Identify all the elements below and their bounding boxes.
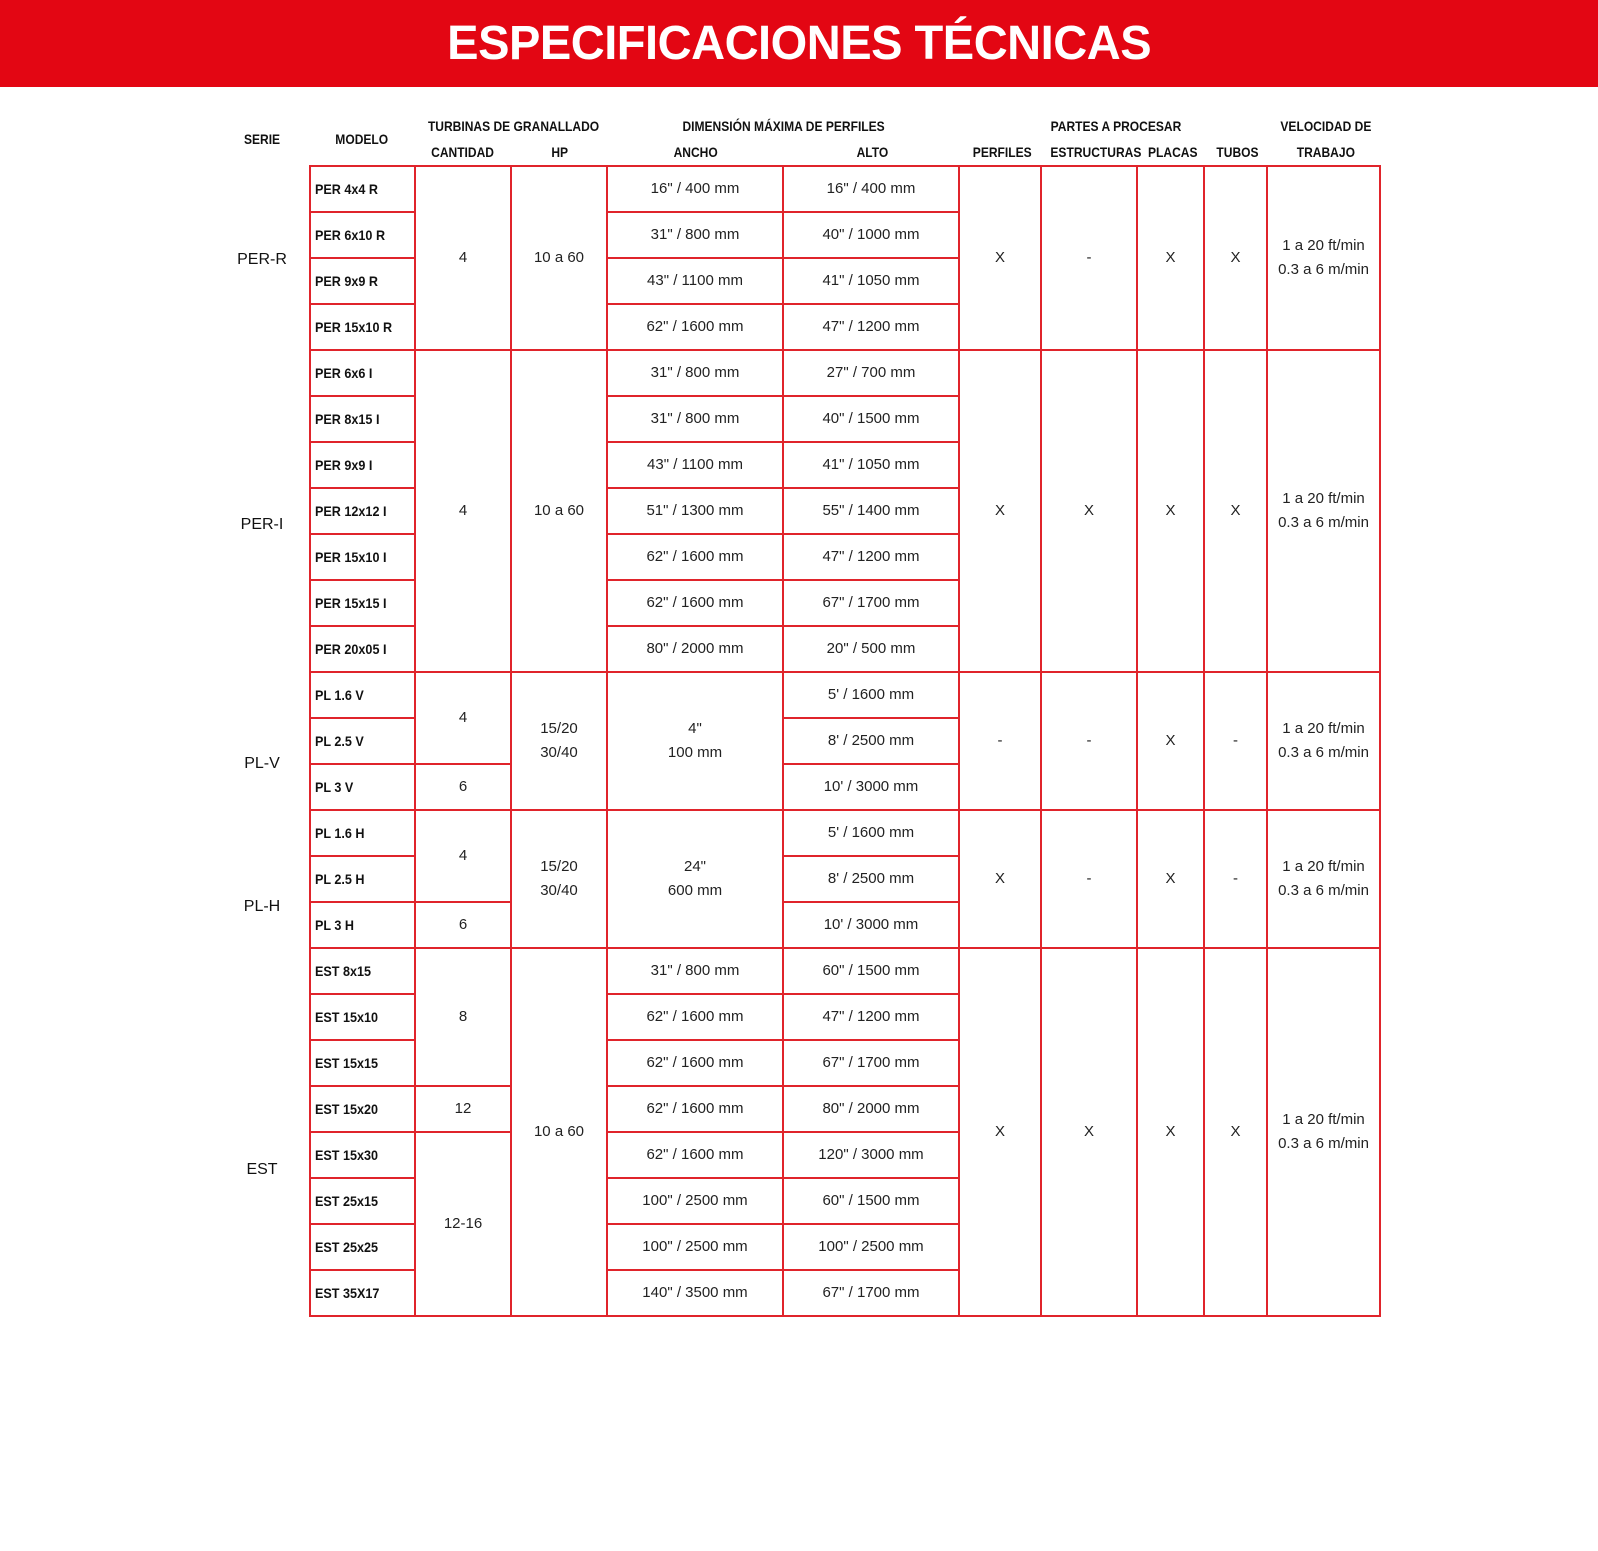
alto-cell: 10' / 3000 mm	[783, 902, 959, 948]
perfiles-cell: -	[959, 672, 1041, 810]
ancho-cell: 100" / 2500 mm	[607, 1178, 783, 1224]
model-cell: EST 8x15	[310, 948, 415, 994]
header-tubos: TUBOS	[1216, 144, 1259, 160]
series-label-per-i: PER-I	[240, 516, 284, 533]
hp-cell: 10 a 60	[511, 166, 607, 350]
model-cell: PER 6x10 R	[310, 212, 415, 258]
alto-cell: 120" / 3000 mm	[783, 1132, 959, 1178]
hp-cell: 10 a 60	[511, 948, 607, 1316]
tubos-cell: X	[1204, 350, 1267, 672]
cantidad-cell: 12-16	[415, 1132, 511, 1316]
velocidad-cell: 1 a 20 ft/min 0.3 a 6 m/min	[1267, 948, 1380, 1316]
model-cell: EST 15x20	[310, 1086, 415, 1132]
alto-cell: 27" / 700 mm	[783, 350, 959, 396]
series-label-est: EST	[246, 1161, 278, 1178]
cantidad-cell: 4	[415, 350, 511, 672]
table-row	[310, 948, 1380, 994]
model-cell: EST 15x30	[310, 1132, 415, 1178]
series-label-per-r: PER-R	[237, 251, 287, 268]
ancho-cell: 31" / 800 mm	[607, 396, 783, 442]
header-dimension: DIMENSIÓN MÁXIMA DE PERFILES	[682, 118, 886, 134]
perfiles-cell: X	[959, 810, 1041, 948]
header-partes: PARTES A PROCESAR	[1050, 118, 1182, 134]
hp-cell: 10 a 60	[511, 350, 607, 672]
velocidad-cell: 1 a 20 ft/min 0.3 a 6 m/min	[1267, 166, 1380, 350]
header-placas: PLACAS	[1147, 144, 1198, 160]
placas-cell: X	[1137, 948, 1204, 1316]
table-row	[310, 810, 1380, 856]
alto-cell: 16" / 400 mm	[783, 166, 959, 212]
model-cell: EST 25x25	[310, 1224, 415, 1270]
specifications-table	[309, 165, 1381, 1317]
placas-cell: X	[1137, 672, 1204, 810]
ancho-cell: 31" / 800 mm	[607, 350, 783, 396]
title-banner	[0, 0, 1598, 87]
model-cell: EST 35X17	[310, 1270, 415, 1316]
placas-cell: X	[1137, 350, 1204, 672]
alto-cell: 41" / 1050 mm	[783, 258, 959, 304]
model-cell: PER 4x4 R	[310, 166, 415, 212]
alto-cell: 100" / 2500 mm	[783, 1224, 959, 1270]
series-label-pl-v: PL-V	[244, 755, 280, 772]
hp-cell: 15/20 30/40	[511, 672, 607, 810]
hp-cell: 15/20 30/40	[511, 810, 607, 948]
header-serie: SERIE	[243, 131, 281, 147]
alto-cell: 8' / 2500 mm	[783, 718, 959, 764]
cantidad-cell: 12	[415, 1086, 511, 1132]
header-turbinas: TURBINAS DE GRANALLADO	[427, 118, 600, 134]
estructuras-cell: -	[1041, 672, 1137, 810]
header-velocidad-line1: VELOCIDAD DE	[1279, 118, 1371, 134]
alto-cell: 47" / 1200 mm	[783, 534, 959, 580]
tubos-cell: -	[1204, 672, 1267, 810]
alto-cell: 40" / 1500 mm	[783, 396, 959, 442]
perfiles-cell: X	[959, 350, 1041, 672]
header-cantidad: CANTIDAD	[431, 144, 495, 160]
ancho-cell: 4" 100 mm	[607, 672, 783, 810]
ancho-cell: 62" / 1600 mm	[607, 534, 783, 580]
header-alto: ALTO	[856, 144, 888, 160]
velocidad-cell: 1 a 20 ft/min 0.3 a 6 m/min	[1267, 810, 1380, 948]
ancho-cell: 62" / 1600 mm	[607, 1086, 783, 1132]
ancho-cell: 16" / 400 mm	[607, 166, 783, 212]
model-cell: PER 8x15 I	[310, 396, 415, 442]
alto-cell: 47" / 1200 mm	[783, 304, 959, 350]
header-ancho: ANCHO	[673, 144, 719, 160]
perfiles-cell: X	[959, 948, 1041, 1316]
perfiles-cell: X	[959, 166, 1041, 350]
model-cell: PL 3 H	[310, 902, 415, 948]
model-cell: PL 1.6 V	[310, 672, 415, 718]
velocidad-cell: 1 a 20 ft/min 0.3 a 6 m/min	[1267, 350, 1380, 672]
model-cell: PER 20x05 I	[310, 626, 415, 672]
ancho-cell: 62" / 1600 mm	[607, 304, 783, 350]
alto-cell: 67" / 1700 mm	[783, 1040, 959, 1086]
ancho-cell: 80" / 2000 mm	[607, 626, 783, 672]
table-row	[310, 166, 1380, 212]
alto-cell: 5' / 1600 mm	[783, 810, 959, 856]
tubos-cell: X	[1204, 948, 1267, 1316]
estructuras-cell: X	[1041, 350, 1137, 672]
model-cell: EST 25x15	[310, 1178, 415, 1224]
alto-cell: 80" / 2000 mm	[783, 1086, 959, 1132]
estructuras-cell: X	[1041, 948, 1137, 1316]
model-cell: PL 2.5 V	[310, 718, 415, 764]
alto-cell: 67" / 1700 mm	[783, 580, 959, 626]
header-velocidad-line2: TRABAJO	[1296, 144, 1355, 160]
velocidad-cell: 1 a 20 ft/min 0.3 a 6 m/min	[1267, 672, 1380, 810]
alto-cell: 60" / 1500 mm	[783, 1178, 959, 1224]
model-cell: PER 15x15 I	[310, 580, 415, 626]
model-cell: PER 15x10 I	[310, 534, 415, 580]
header-modelo: MODELO	[335, 131, 389, 147]
ancho-cell: 24" 600 mm	[607, 810, 783, 948]
model-cell: PER 15x10 R	[310, 304, 415, 350]
placas-cell: X	[1137, 810, 1204, 948]
alto-cell: 40" / 1000 mm	[783, 212, 959, 258]
ancho-cell: 62" / 1600 mm	[607, 1132, 783, 1178]
ancho-cell: 31" / 800 mm	[607, 212, 783, 258]
model-cell: EST 15x15	[310, 1040, 415, 1086]
tubos-cell: X	[1204, 166, 1267, 350]
cantidad-cell: 6	[415, 764, 511, 810]
tubos-cell: -	[1204, 810, 1267, 948]
cantidad-cell: 4	[415, 810, 511, 902]
ancho-cell: 100" / 2500 mm	[607, 1224, 783, 1270]
alto-cell: 5' / 1600 mm	[783, 672, 959, 718]
placas-cell: X	[1137, 166, 1204, 350]
ancho-cell: 51" / 1300 mm	[607, 488, 783, 534]
alto-cell: 47" / 1200 mm	[783, 994, 959, 1040]
model-cell: PER 6x6 I	[310, 350, 415, 396]
ancho-cell: 31" / 800 mm	[607, 948, 783, 994]
alto-cell: 67" / 1700 mm	[783, 1270, 959, 1316]
model-cell: PER 9x9 R	[310, 258, 415, 304]
header-perfiles: PERFILES	[972, 144, 1032, 160]
header-estructuras: ESTRUCTURAS	[1050, 144, 1142, 160]
page-title: ESPECIFICACIONES TÉCNICAS	[447, 17, 1151, 70]
model-cell: PER 9x9 I	[310, 442, 415, 488]
ancho-cell: 43" / 1100 mm	[607, 442, 783, 488]
alto-cell: 8' / 2500 mm	[783, 856, 959, 902]
model-cell: PL 3 V	[310, 764, 415, 810]
ancho-cell: 62" / 1600 mm	[607, 1040, 783, 1086]
cantidad-cell: 4	[415, 672, 511, 764]
ancho-cell: 62" / 1600 mm	[607, 580, 783, 626]
header-hp: HP	[551, 144, 569, 160]
estructuras-cell: -	[1041, 810, 1137, 948]
ancho-cell: 62" / 1600 mm	[607, 994, 783, 1040]
model-cell: PER 12x12 I	[310, 488, 415, 534]
series-label-pl-h: PL-H	[243, 898, 281, 915]
model-cell: PL 1.6 H	[310, 810, 415, 856]
estructuras-cell: -	[1041, 166, 1137, 350]
cantidad-cell: 8	[415, 948, 511, 1086]
ancho-cell: 43" / 1100 mm	[607, 258, 783, 304]
alto-cell: 55" / 1400 mm	[783, 488, 959, 534]
alto-cell: 60" / 1500 mm	[783, 948, 959, 994]
model-cell: EST 15x10	[310, 994, 415, 1040]
ancho-cell: 140" / 3500 mm	[607, 1270, 783, 1316]
cantidad-cell: 4	[415, 166, 511, 350]
model-cell: PL 2.5 H	[310, 856, 415, 902]
alto-cell: 41" / 1050 mm	[783, 442, 959, 488]
alto-cell: 10' / 3000 mm	[783, 764, 959, 810]
table-row	[310, 672, 1380, 718]
alto-cell: 20" / 500 mm	[783, 626, 959, 672]
cantidad-cell: 6	[415, 902, 511, 948]
table-row	[310, 350, 1380, 396]
